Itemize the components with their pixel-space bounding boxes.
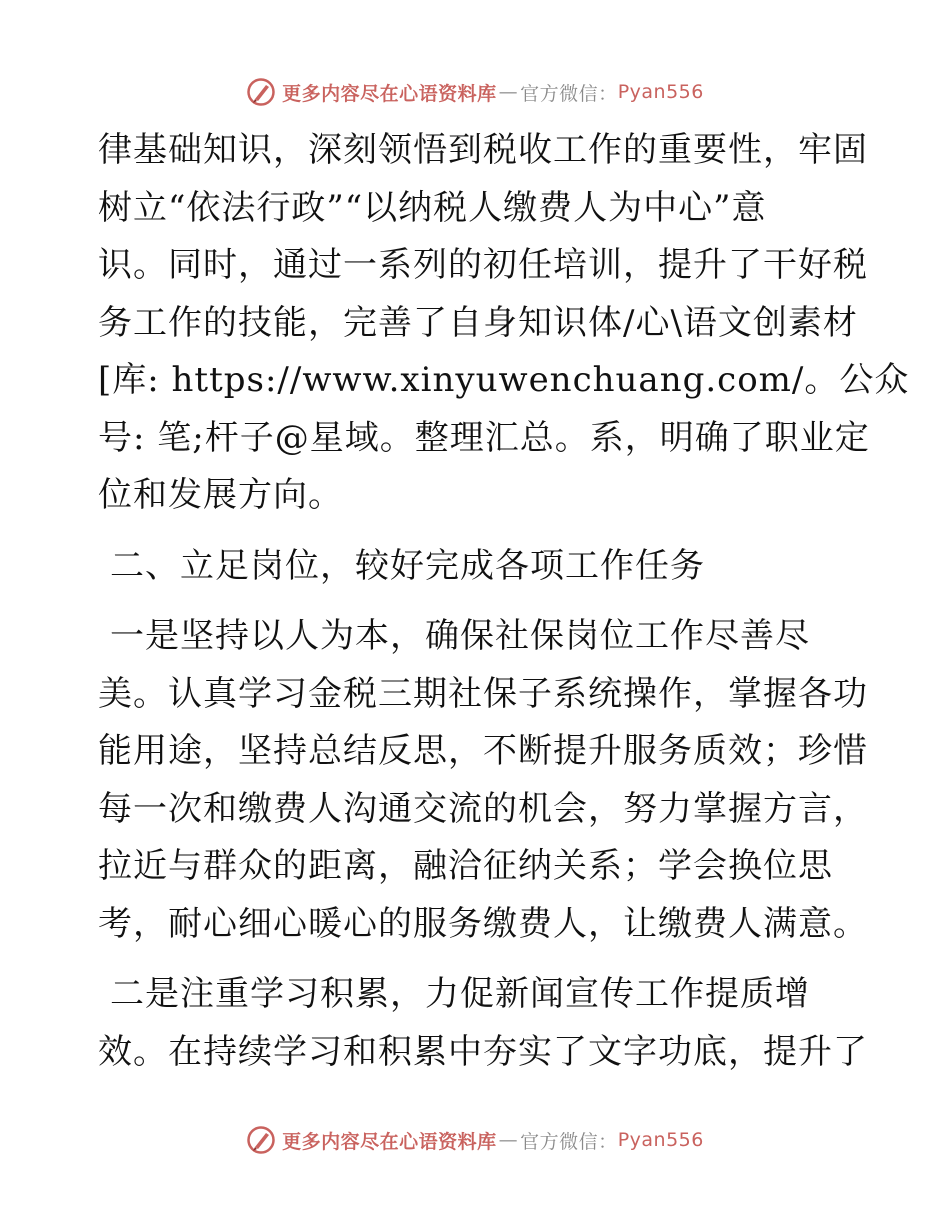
text-line: 位和发展方向。	[98, 475, 343, 515]
quill-pen-logo-icon	[246, 1125, 276, 1155]
text-line: 识。同时，通过一系列的初任培训，提升了干好税	[98, 245, 868, 285]
text-line: 务工作的技能，完善了自身知识体/心\语文创素材	[98, 302, 858, 343]
document-body	[98, 122, 910, 1081]
text-line: 二是注重学习积累，力促新闻宣传工作提质增	[110, 974, 810, 1014]
text-line: 一是坚持以人为本，确保社保岗位工作尽善尽	[110, 616, 810, 656]
footer-banner	[0, 1120, 950, 1160]
text-line: 每一次和缴费人沟通交流的机会，努力掌握方言，	[98, 788, 868, 829]
text-line: 考，耐心细心暖心的服务缴费人，让缴费人满意。	[98, 903, 868, 944]
banner-wechat-label: 官方微信：	[520, 82, 618, 105]
banner-slogan: 更多内容尽在心语资料库	[282, 1130, 497, 1153]
banner-dash: —	[498, 1129, 519, 1151]
banner-wechat-label: 官方微信：	[520, 1130, 618, 1153]
banner-wechat-id: Pyan556	[617, 1129, 704, 1151]
text-line: 效。在持续学习和积累中夯实了文字功底，提升了	[98, 1031, 868, 1072]
banner-dash: —	[498, 81, 519, 103]
text-line: [库: https://www.xinyuwenchuang.com/。公众	[98, 360, 910, 400]
section-heading: 二、立足岗位，较好完成各项工作任务	[110, 545, 705, 586]
text-line: 拉近与群众的距离，融洽征纳关系；学会换位思	[98, 846, 833, 886]
text-line: 树立“依法行政”“以纳税人缴费人为中心”意	[98, 187, 767, 228]
banner-wechat-id: Pyan556	[617, 81, 704, 103]
text-line: 号: 笔;杆子@星域。整理汇总。系，明确了职业定	[98, 417, 870, 458]
banner-slogan: 更多内容尽在心语资料库	[282, 82, 497, 105]
text-line: 能用途，坚持总结反思，不断提升服务质效；珍惜	[98, 731, 868, 771]
quill-pen-logo-icon	[246, 77, 276, 107]
text-line: 美。认真学习金税三期社保子系统操作，掌握各功	[98, 673, 868, 714]
header-banner	[0, 72, 950, 112]
text-line: 律基础知识，深刻领悟到税收工作的重要性，牢固	[98, 130, 868, 170]
